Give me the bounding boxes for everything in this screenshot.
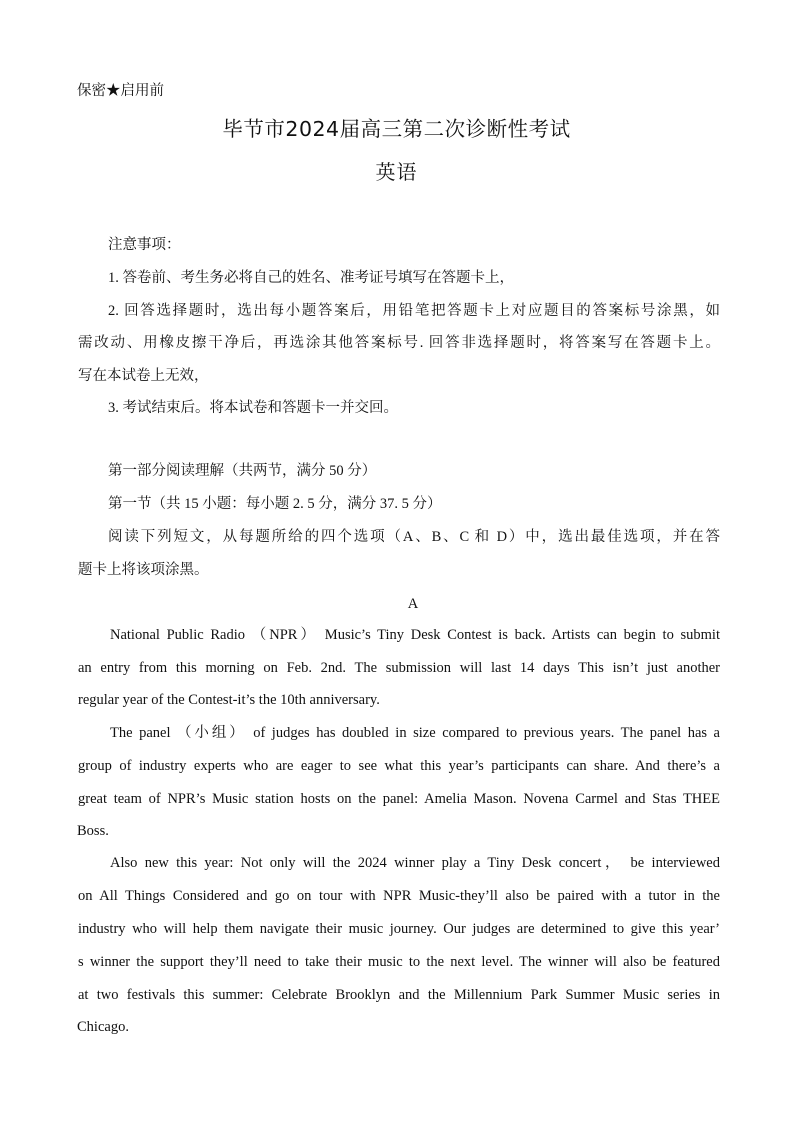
passage-p2-line-3: great team of NPR’s Music station hosts on the panel: Amelia Mason. Novena Carmel and Stas THEE (78, 791, 720, 807)
passage-p2-line-2: group of industry experts who are eager to see what this year’s participants can share. And there’s a (78, 758, 720, 774)
passage-p2-line-1: The panel （小组） of judges has doubled in size compared to previous years. The panel has a (110, 725, 720, 741)
passage-p3-line-2: on All Things Considered and go on tour with NPR Music-they’ll also be paired with a tutor in the (78, 888, 720, 904)
passage-p3-line-5: at two festivals this summer: Celebrate Brooklyn and the Millennium Park Summer Music series in (78, 987, 720, 1003)
passage-p3-line-3: industry who will help them navigate their music journey. Our judges are determined to give this year’ (78, 921, 720, 937)
confidential-label: 保密★启用前 (77, 83, 164, 99)
passage-p3-line-1: Also new this year: Not only will the 2024 winner play a Tiny Desk concert， be interviewed (110, 855, 720, 871)
part1-heading: 第一部分阅读理解（共两节，满分 50 分） (108, 463, 377, 479)
passage-p3-line-4: s winner the support they’ll need to take their music to the next level. The winner will also be featured (78, 954, 720, 970)
subject-title: 英语 (375, 160, 418, 184)
notes-item-3: 3. 考试结束后。将本试卷和答题卡一并交回。 (108, 400, 398, 416)
passage-p1-line-3: regular year of the Contest-it’s the 10th anniversary. (78, 692, 380, 708)
passage-p1-line-1: National Public Radio （NPR） Music’s Tiny Desk Contest is back. Artists can begin to submit (110, 627, 720, 643)
passage-p3-line-6: Chicago. (77, 1019, 129, 1035)
notes-item-2-line-2: 需改动、用橡皮擦干净后，再选涂其他答案标号. 回答非选择题时，将答案写在答题卡上。 (78, 335, 720, 351)
section1-heading: 第一节（共 15 小题：每小题 2. 5 分，满分 37. 5 分） (108, 496, 442, 512)
notes-item-1: 1. 答卷前、考生务必将自己的姓名、准考证号填写在答题卡上， (108, 270, 514, 286)
passage-label: A (407, 596, 419, 612)
notes-heading: 注意事项： (108, 237, 181, 253)
instruction-line-1: 阅读下列短文，从每题所给的四个选项（A、B、C 和 D）中，选出最佳选项，并在答 (108, 529, 720, 545)
passage-p2-line-4: Boss. (77, 823, 109, 839)
notes-item-2-line-1: 2. 回答选择题时，选出每小题答案后，用铅笔把答题卡上对应题目的答案标号涂黑，如 (108, 303, 720, 319)
notes-item-2-line-3: 写在本试卷上无效， (78, 368, 209, 384)
exam-title: 毕节市2024届高三第二次诊断性考试 (222, 117, 571, 141)
instruction-line-2: 题卡上将该项涂黑。 (78, 562, 209, 578)
passage-p1-line-2: an entry from this morning on Feb. 2nd. The submission will last 14 days This isn’t just another (78, 660, 720, 676)
